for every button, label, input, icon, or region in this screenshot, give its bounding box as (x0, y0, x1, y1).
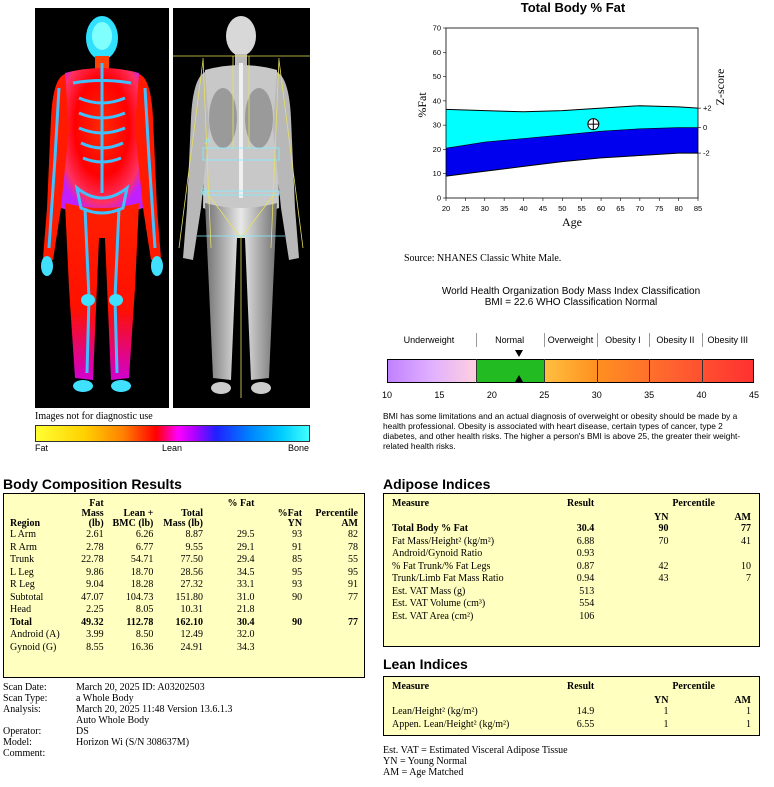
bmi-label-separator (597, 333, 598, 347)
scan-info-label: Comment: (3, 748, 46, 759)
footnote: AM = Age Matched (383, 767, 464, 778)
cell-result: 513 (579, 585, 595, 597)
bmi-tick-label: 15 (434, 390, 445, 400)
bmi-tick-label: 40 (696, 390, 707, 400)
x-tick-label: 30 (480, 204, 489, 213)
z-tick-label: 0 (703, 123, 708, 133)
scan-info-value: Auto Whole Body (76, 715, 150, 726)
x-tick-label: 75 (655, 204, 664, 213)
cell-fat: 49.32 (81, 616, 104, 628)
cell-fat: 8.55 (86, 641, 104, 653)
col-yn-2: YN (287, 518, 303, 529)
cell-am (304, 629, 360, 642)
cell-yn: 1 (663, 718, 669, 730)
fat-map-scan-image (35, 8, 169, 408)
cell-pct: 33.1 (236, 579, 255, 590)
cell-region: Android (A) (10, 629, 60, 640)
adipose-col-result: Result (567, 498, 595, 509)
cell-fat: 22.78 (81, 554, 104, 565)
bmi-label-separator (649, 333, 650, 347)
cell-yn: 93 (292, 529, 303, 540)
cell-lean: 18.28 (130, 579, 154, 590)
cell-region: R Leg (10, 579, 35, 590)
adipose-title: Adipose Indices (383, 476, 491, 492)
adipose-table (383, 493, 760, 647)
colorbar-fat-label: Fat (35, 443, 49, 453)
cell-total: 9.55 (185, 541, 204, 553)
cell-region: Total (10, 616, 32, 628)
x-tick-label: 70 (635, 204, 645, 213)
scan-info-row (3, 748, 373, 759)
cell-yn (256, 642, 304, 655)
cell-result: 106 (579, 610, 595, 622)
col-total-1: Total (181, 508, 204, 519)
cell-measure: Fat Mass/Height² (kg/m²) (392, 535, 495, 547)
cell-lean: 18.70 (130, 566, 154, 578)
x-tick-label: 55 (577, 204, 586, 213)
cell-measure: Est. VAT Volume (cm³) (392, 598, 486, 609)
colorbar-lean-label: Lean (162, 443, 183, 453)
y-axis-label: %Fat (415, 92, 429, 118)
cell-total: 151.80 (175, 591, 204, 603)
adipose-row (390, 598, 753, 611)
x-tick-label: 40 (519, 204, 528, 213)
roi-label-g: G (201, 187, 208, 196)
bmi-tick-label: 25 (539, 390, 550, 400)
cell-result: 0.93 (576, 548, 595, 559)
lean-row (390, 706, 753, 719)
cell-am: 91 (348, 579, 358, 590)
body-comp-row (8, 629, 360, 642)
x-tick-label: 25 (461, 204, 470, 213)
scan-info-value: a Whole Body (76, 693, 134, 704)
bmi-category-label: Obesity II (656, 335, 695, 345)
cell-lean: 6.77 (135, 541, 154, 553)
cell-lean: 8.50 (135, 629, 154, 640)
bmi-divider (544, 359, 545, 383)
bmi-category-label: Obesity III (707, 335, 749, 345)
cell-pct: 30.4 (236, 616, 255, 628)
cell-measure: Est. VAT Mass (g) (392, 585, 466, 597)
lean-col-yn: YN (654, 695, 669, 706)
bmi-divider (702, 359, 703, 383)
scan-info-row (3, 693, 373, 704)
cell-yn: 1 (663, 706, 669, 717)
bmi-marker-top (515, 350, 523, 357)
cell-lean: 54.71 (130, 554, 154, 565)
cell-measure: Android/Gynoid Ratio (392, 548, 483, 559)
cell-total: 28.56 (180, 566, 204, 578)
cell-pct: 32.0 (236, 629, 255, 640)
cell-fat: 2.78 (86, 541, 104, 553)
cell-measure: Lean/Height² (kg/m²) (392, 706, 478, 717)
cell-lean: 16.36 (130, 641, 154, 653)
cell-am: 55 (348, 554, 358, 565)
bmi-divider (476, 359, 477, 383)
scan-info-row (3, 726, 373, 737)
bmi-tick-label: 30 (591, 390, 602, 400)
bmi-tick-label: 10 (381, 390, 392, 400)
body-comp-row (8, 542, 360, 555)
cell-am: 1 (746, 706, 751, 717)
cell-total: 8.87 (185, 529, 204, 540)
y-tick-label: 60 (432, 47, 441, 57)
x-tick-label: 45 (538, 204, 548, 213)
scan-info (3, 682, 373, 759)
adipose-col-percentile: Percentile (672, 498, 715, 509)
cell-lean: 104.73 (125, 591, 154, 603)
scan-info-label: Analysis: (3, 704, 41, 715)
cell-am: 1 (746, 718, 751, 730)
bmi-segment (544, 359, 596, 383)
x-axis-label: Age (562, 215, 582, 229)
cell-result: 6.55 (576, 718, 595, 730)
x-tick-label: 85 (693, 204, 703, 213)
col-fat-2: Mass (lb) (81, 508, 104, 529)
cell-total: 12.49 (180, 629, 204, 640)
cell-yn (596, 548, 670, 561)
cell-yn: 85 (292, 554, 303, 565)
cell-lean: 8.05 (135, 604, 154, 615)
z-tick-label: +2 (703, 103, 712, 113)
cell-region: L Leg (10, 566, 34, 578)
x-tick-label: 65 (616, 204, 625, 213)
cell-measure: Appen. Lean/Height² (kg/m²) (392, 718, 510, 730)
cell-measure: % Fat Trunk/% Fat Legs (392, 560, 491, 572)
cell-lean: 112.78 (126, 616, 154, 628)
fat-percent-chart (400, 18, 740, 240)
cell-total: 162.10 (175, 616, 204, 628)
cell-yn (596, 586, 670, 599)
scan-info-value: March 20, 2025 ID: A03202503 (76, 682, 205, 693)
cell-total: 10.31 (180, 604, 204, 615)
x-tick-label: 80 (674, 204, 683, 213)
cell-fat: 9.86 (86, 566, 104, 578)
scan-info-value: Horizon Wi (S/N 308637M) (76, 737, 190, 748)
scan-info-value: March 20, 2025 11:48 Version 13.6.1.3 (76, 704, 233, 715)
cell-result: 6.88 (576, 535, 595, 547)
bmi-tick-label: 20 (486, 390, 497, 400)
cell-yn: 43 (658, 573, 669, 584)
cell-yn: 90 (292, 591, 303, 603)
cell-region: L Arm (10, 529, 37, 540)
scan-info-row (3, 737, 373, 748)
x-tick-label: 20 (441, 204, 451, 213)
cell-result: 30.4 (576, 523, 595, 534)
bmi-segment (476, 359, 544, 383)
body-comp-title: Body Composition Results (3, 476, 182, 492)
cell-lean: 6.26 (135, 529, 154, 540)
scan-info-label (3, 715, 76, 726)
bmi-heading: World Health Organization Body Mass Index Classification (441, 286, 701, 297)
lean-col-result: Result (567, 681, 595, 692)
cell-result: 554 (579, 598, 595, 609)
cell-am (671, 586, 754, 599)
col-yn-1: %Fat (277, 508, 303, 519)
footnote: YN = Young Normal (383, 756, 467, 767)
scan-info-row (3, 715, 373, 726)
cell-total: 24.91 (180, 641, 204, 653)
adipose-col-measure: Measure (392, 498, 430, 509)
bmi-disclaimer: BMI has some limitations and an actual diagnosis of overweight or obesity should be made by a health professional. Obesity is associated with heart disease, certain types of cancer, type 2 diabetes, and other health risks. The higher a person's BMI is above 25, the greater their weight-related health risks. (383, 411, 741, 451)
images-disclaimer: Images not for diagnostic use (35, 411, 153, 422)
lean-table (383, 676, 760, 736)
cell-fat: 3.99 (86, 629, 104, 640)
adipose-row (390, 573, 753, 586)
cell-yn (256, 629, 304, 642)
cell-yn: 93 (292, 579, 303, 590)
cell-am (304, 604, 360, 617)
body-comp-row (8, 642, 360, 655)
adipose-col-yn: YN (654, 512, 669, 523)
body-comp-row (8, 529, 360, 542)
lean-col-measure: Measure (392, 681, 430, 692)
lean-title: Lean Indices (383, 656, 468, 672)
cell-region: R Arm (10, 541, 37, 553)
y-tick-label: 0 (436, 193, 441, 203)
col-pct-fat: % Fat (227, 498, 255, 509)
bmi-segment (597, 359, 754, 383)
cell-fat: 2.25 (86, 604, 104, 615)
chart-source: Source: NHANES Classic White Male. (404, 253, 562, 264)
adipose-row (390, 586, 753, 599)
cell-region: Trunk (10, 554, 35, 565)
cell-measure: Trunk/Limb Fat Mass Ratio (392, 573, 504, 584)
cell-pct: 34.5 (236, 566, 255, 578)
y-tick-label: 40 (432, 96, 441, 106)
adipose-row (390, 536, 753, 549)
cell-pct: 29.4 (236, 554, 255, 565)
cell-am: 77 (741, 523, 751, 534)
bmi-label-separator (544, 333, 545, 347)
col-total-2: Mass (lb) (163, 518, 204, 529)
body-comp-row (8, 579, 360, 592)
cell-pct: 29.1 (236, 541, 255, 553)
col-am-2: AM (341, 518, 358, 529)
body-comp-row (8, 567, 360, 580)
cell-yn: 91 (292, 541, 303, 553)
cell-fat: 9.04 (86, 579, 104, 590)
cell-yn (596, 611, 670, 624)
adipose-row (390, 523, 753, 536)
adipose-row (390, 548, 753, 561)
lean-col-am: AM (734, 695, 751, 706)
body-comp-table (3, 493, 365, 678)
y-tick-label: 70 (432, 23, 441, 33)
cell-result: 0.87 (576, 560, 595, 572)
cell-total: 77.50 (180, 554, 204, 565)
adipose-row (390, 561, 753, 574)
scan-info-label: Model: (3, 737, 32, 748)
cell-am: 41 (741, 535, 751, 547)
bmi-segment (387, 359, 476, 383)
bmi-category-label: Underweight (403, 335, 455, 345)
y-tick-label: 10 (432, 169, 441, 179)
cell-result: 14.9 (576, 706, 595, 717)
fat-chart-title: Total Body % Fat (520, 0, 626, 15)
cell-yn (596, 598, 670, 611)
col-lean-2: BMC (lb) (112, 518, 154, 529)
cell-am (671, 598, 754, 611)
cell-measure: Est. VAT Area (cm²) (392, 610, 474, 622)
cell-fat: 2.61 (86, 529, 104, 540)
adipose-row (390, 611, 753, 624)
bmi-label-separator (476, 333, 477, 347)
cell-yn: 42 (658, 560, 669, 572)
cell-am: 82 (348, 529, 358, 540)
col-fat-1: Fat (89, 498, 104, 509)
cell-yn: 90 (292, 616, 303, 628)
bmi-category-label: Normal (495, 335, 525, 345)
cell-am: 77 (348, 591, 358, 603)
bmi-divider (597, 359, 598, 383)
col-region: Region (10, 518, 40, 529)
cell-region: Gynoid (G) (10, 641, 57, 653)
bmi-tick-label: 45 (748, 390, 759, 400)
cell-am: 95 (348, 566, 358, 578)
cell-am (671, 548, 754, 561)
adipose-col-am: AM (734, 512, 751, 523)
scan-info-label: Operator: (3, 726, 42, 737)
cell-yn: 95 (292, 566, 303, 578)
cell-region: Subtotal (10, 591, 44, 603)
bmi-category-label: Obesity I (605, 335, 641, 345)
tissue-colorbar (35, 425, 310, 442)
cell-region: Head (10, 604, 32, 615)
bmi-label-separator (702, 333, 703, 347)
cell-am: 77 (348, 616, 358, 628)
cell-am (304, 642, 360, 655)
bmi-divider (649, 359, 650, 383)
cell-total: 27.32 (180, 579, 204, 590)
cell-yn (256, 604, 304, 617)
cell-pct: 21.8 (236, 604, 255, 615)
x-tick-label: 35 (499, 204, 509, 213)
cell-am: 10 (741, 560, 751, 572)
bmi-marker-bottom (515, 375, 523, 382)
x-tick-label: 50 (558, 204, 567, 213)
col-am-1: Percentile (315, 508, 358, 519)
cell-fat: 47.07 (81, 591, 104, 603)
z-axis-label: Z-score (713, 68, 727, 106)
body-comp-row (8, 604, 360, 617)
bmi-category-label: Overweight (547, 335, 594, 345)
scan-info-value: DS (76, 726, 89, 737)
bmi-value-line: BMI = 22.6 WHO Classification Normal (484, 297, 658, 308)
body-comp-row (8, 617, 360, 630)
cell-pct: 29.5 (236, 529, 255, 540)
cell-pct: 34.3 (236, 641, 255, 653)
lean-col-percentile: Percentile (672, 681, 715, 692)
cell-am: 7 (746, 573, 751, 584)
xray-scan-image (173, 8, 310, 408)
cell-pct: 31.0 (236, 591, 255, 603)
col-lean-1: Lean + (123, 508, 154, 519)
cell-am (671, 611, 754, 624)
body-comp-row (8, 554, 360, 567)
colorbar-bone-label: Bone (288, 443, 310, 453)
bmi-tick-label: 35 (644, 390, 655, 400)
body-comp-row (8, 592, 360, 605)
cell-yn: 70 (658, 535, 669, 547)
x-tick-label: 60 (596, 204, 606, 213)
cell-measure: Total Body % Fat (392, 523, 469, 534)
footnote: Est. VAT = Estimated Visceral Adipose Tissue (383, 745, 568, 756)
z-tick-label: -2 (703, 148, 710, 158)
scan-info-row (3, 704, 373, 715)
lean-row (390, 719, 753, 732)
footnotes (383, 745, 568, 778)
cell-result: 0.94 (576, 573, 595, 584)
cell-yn: 90 (658, 523, 669, 534)
scan-info-label: Scan Date: (3, 682, 47, 693)
y-tick-label: 20 (432, 144, 441, 154)
roi-label-a: A (205, 137, 211, 146)
scan-info-label: Scan Type: (3, 693, 48, 704)
bmi-bar-frame (387, 359, 754, 383)
y-tick-label: 50 (432, 72, 441, 82)
scan-info-row (3, 682, 373, 693)
y-tick-label: 30 (432, 120, 441, 130)
cell-am: 78 (348, 541, 358, 553)
